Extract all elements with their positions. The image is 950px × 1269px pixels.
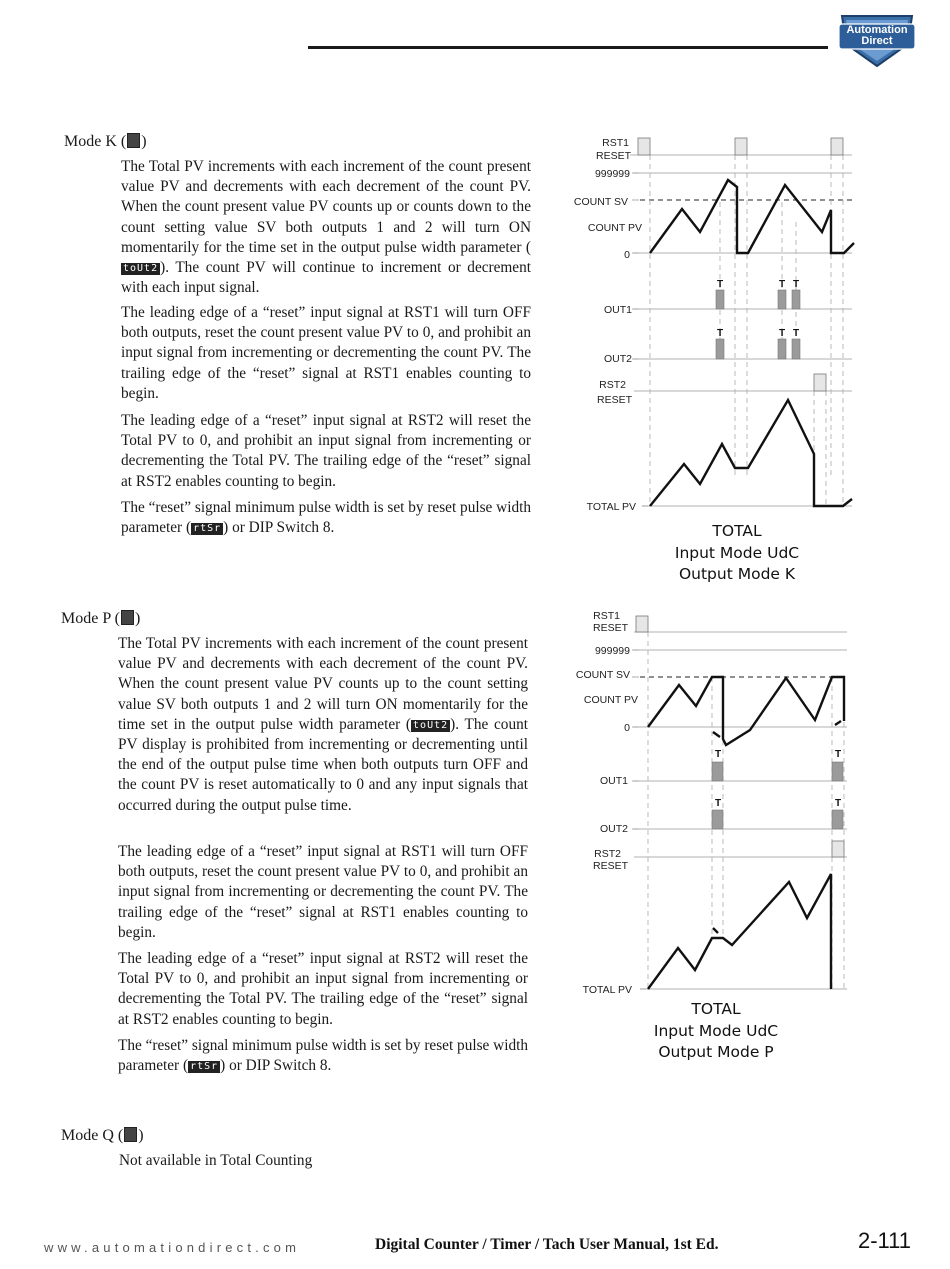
rst1-reset-label: RESET <box>595 150 631 162</box>
pulse-t-label: T <box>714 798 722 809</box>
mode-q-heading: Mode Q ( ) <box>61 1127 144 1144</box>
mode-p-timing-svg <box>560 608 860 998</box>
lcd-tout2-icon: toUt2 <box>123 263 159 275</box>
rst1-label: RST1 <box>602 137 629 149</box>
mode-k-heading: Mode K ( ) <box>64 133 147 150</box>
mode-p-timing-diagram <box>560 608 860 1068</box>
count-pv-label: COUNT PV <box>587 222 642 234</box>
rst1-label: RST1 <box>593 610 620 622</box>
lcd-rtsr-icon: rtSr <box>190 1061 219 1073</box>
mode-p-label: Mode P ( <box>61 610 120 627</box>
mode-k-paragraph-3: The leading edge of a “reset” input signal at RST2 will reset the Total PV to 0, and prohibit an input signal from incrementing or decrementing the Total PV. The trailing edge of the “reset” signal at RST2 enables counting to begin. <box>121 412 531 490</box>
automationdirect-logo <box>838 12 916 68</box>
logo-text: Automation Direct <box>846 24 908 47</box>
pulse-t-label: T <box>792 328 800 339</box>
max-label: 999999 <box>594 645 630 657</box>
lcd-q-icon <box>124 1127 137 1142</box>
max-label: 999999 <box>594 168 630 180</box>
total-pv-label: TOTAL PV <box>582 984 632 996</box>
lcd-k-icon <box>127 133 140 148</box>
mode-p-paragraph-3: The leading edge of a “reset” input signal at RST2 will reset the Total PV to 0, and prohibit an input signal from incrementing or decrementing the Total PV. The trailing edge of the “reset” signal at RST2 enables counting to begin. <box>118 950 528 1028</box>
mode-q-label: Mode Q ( <box>61 1127 124 1144</box>
rst2-label: RST2 <box>599 379 626 391</box>
pulse-t-label: T <box>834 798 842 809</box>
mode-p-paragraph-1: The Total PV increments with each increment of the count present value PV and decrements with each decrement of the count PV. When the count present value PV counts up to the count setting value SV both outputs 1 and 2 will turn ON momentarily for the time set in the output pulse width parameter ( toUt2 ). The count PV display is prohibited from incrementing or decrementing until the end of the output pulse time when both outputs turn OFF and the count PV is reset automatically to 0 and any input signals that occurred during the output pulse time. <box>118 635 528 814</box>
rst2-label: RST2 <box>594 848 621 860</box>
header-rule <box>308 46 828 49</box>
mode-q-text: Not available in Total Counting <box>119 1152 313 1169</box>
pulse-t-label: T <box>834 749 842 760</box>
zero-label: 0 <box>624 722 630 734</box>
out2-label: OUT2 <box>603 353 632 365</box>
total-pv-label: TOTAL PV <box>586 501 636 513</box>
mode-p-paragraph-2: The leading edge of a “reset” input signal at RST1 will turn OFF both outputs, reset the count present value PV to 0, and prohibit an input signal from incrementing or decrementing the count PV. The trailing edge of the “reset” signal at RST1 enables counting to begin. <box>118 843 528 941</box>
count-sv-label: COUNT SV <box>575 669 630 681</box>
footer-title: Digital Counter / Timer / Tach User Manual, 1st Ed. <box>375 1236 719 1253</box>
pulse-t-label: T <box>778 328 786 339</box>
mode-p-heading: Mode P ( ) <box>61 610 141 627</box>
lcd-tout2-icon: toUt2 <box>413 719 449 731</box>
pulse-t-label: T <box>716 328 724 339</box>
footer-url: www.automationdirect.com <box>44 1240 301 1255</box>
out1-label: OUT1 <box>599 775 628 787</box>
rst1-reset-label: RESET <box>592 622 628 634</box>
mode-k-timing-svg <box>560 132 860 522</box>
mode-p-paragraph-4: The “reset” signal minimum pulse width is set by reset pulse width parameter ( rtSr ) or DIP Switch 8. <box>118 1037 528 1075</box>
lcd-p-icon <box>121 610 134 625</box>
pulse-t-label: T <box>714 749 722 760</box>
mode-k-timing-diagram <box>560 132 860 592</box>
pulse-t-label: T <box>778 279 786 290</box>
pulse-t-label: T <box>792 279 800 290</box>
out2-label: OUT2 <box>599 823 628 835</box>
rst2-reset-label: RESET <box>596 394 632 406</box>
mode-k-paragraph-1: The Total PV increments with each increment of the count present value PV and decrements with each decrement of the count PV. When the count present value PV counts up or counts down to the count setting value SV both outputs 1 and 2 will turn ON momentarily for the time set in the output pulse width parameter (toUt2 ). The count PV will continue to increment or decrement with each input signal. <box>121 158 531 297</box>
mode-p-caption: TOTAL Input Mode UdC Output Mode P <box>653 1000 779 1061</box>
mode-k-caption: TOTAL Input Mode UdC Output Mode K <box>674 522 800 583</box>
page-number: 2-111 <box>858 1228 912 1253</box>
mode-k-label: Mode K ( <box>64 133 127 150</box>
out1-label: OUT1 <box>603 304 632 316</box>
count-sv-label: COUNT SV <box>573 196 628 208</box>
lcd-rtsr-icon: rtSr <box>193 523 222 535</box>
count-pv-label: COUNT PV <box>583 694 638 706</box>
zero-label: 0 <box>624 249 630 261</box>
mode-k-paragraph-2: The leading edge of a “reset” input signal at RST1 will turn OFF both outputs, reset the count present value PV to 0, and prohibit an input signal from incrementing or decrementing the count PV. The trailing edge of the “reset” signal at RST1 enables counting to begin. <box>121 304 531 402</box>
rst2-reset-label: RESET <box>592 860 628 872</box>
pulse-t-label: T <box>716 279 724 290</box>
mode-k-paragraph-4: The “reset” signal minimum pulse width is set by reset pulse width parameter ( rtSr ) or DIP Switch 8. <box>121 499 531 537</box>
